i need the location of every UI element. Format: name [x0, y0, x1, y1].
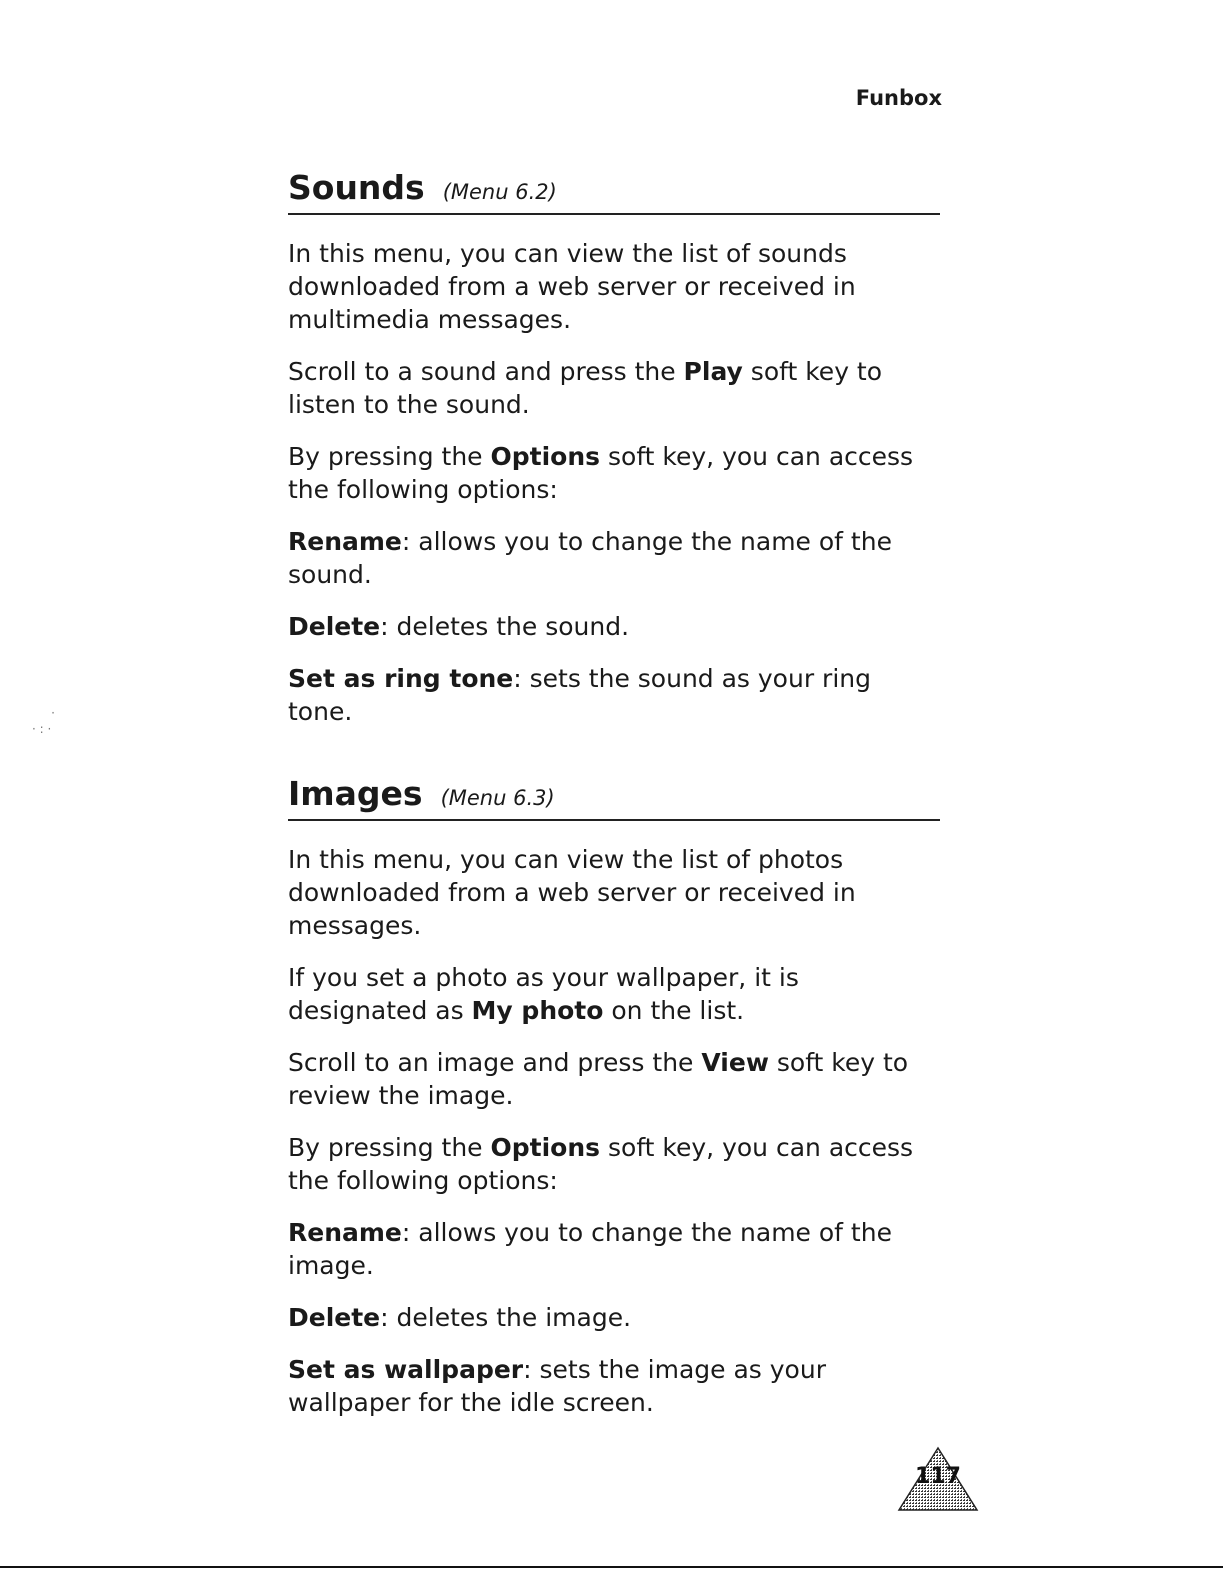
paragraph-text: on the list.	[603, 996, 745, 1025]
paragraph	[288, 1131, 940, 1197]
menu-reference: (Menu 6.3)	[440, 786, 555, 810]
option-item	[288, 525, 940, 591]
page-bottom-rule	[0, 1566, 1223, 1568]
option-name: Rename	[288, 1218, 402, 1247]
paragraph-text: By pressing the	[288, 1133, 491, 1162]
paragraph-text: soft key to listen to the sound.	[288, 357, 883, 419]
option-name: Set as ring tone	[288, 664, 514, 693]
section-title: Images	[288, 774, 423, 813]
section-heading	[288, 168, 940, 215]
section-sounds	[288, 168, 940, 747]
paragraph	[288, 237, 940, 336]
softkey-name: View	[701, 1048, 769, 1077]
option-item	[288, 1301, 940, 1334]
option-name: Delete	[288, 1303, 381, 1332]
softkey-name: Options	[490, 1133, 601, 1162]
paragraph	[288, 961, 940, 1027]
paragraph	[288, 1046, 940, 1112]
paragraph-text: Scroll to an image and press the	[288, 1048, 702, 1077]
section-heading	[288, 774, 940, 821]
menu-reference: (Menu 6.2)	[442, 180, 557, 204]
option-name: Set as wallpaper	[288, 1355, 524, 1384]
paragraph-text: Scroll to a sound and press the	[288, 357, 684, 386]
softkey-name: Play	[683, 357, 743, 386]
option-description: : sets the sound as your ring tone.	[288, 664, 871, 726]
paragraph-text: If you set a photo as your wallpaper, it is designated as	[288, 963, 799, 1025]
list-item-name: My photo	[471, 996, 604, 1025]
paragraph-text: By pressing the	[288, 442, 491, 471]
paragraph-text: In this menu, you can view the list of photos downloaded from a web server or received in messages.	[288, 845, 856, 940]
paragraph-text: soft key, you can access the following options:	[288, 442, 914, 504]
paragraph-text: soft key to review the image.	[288, 1048, 909, 1110]
option-item	[288, 1216, 940, 1282]
option-item	[288, 610, 940, 643]
page-number-badge	[897, 1446, 979, 1512]
option-description: : allows you to change the name of the image.	[288, 1218, 892, 1280]
page-number: 117	[915, 1464, 961, 1489]
paragraph	[288, 440, 940, 506]
running-header: Funbox	[855, 86, 942, 110]
section-title: Sounds	[288, 168, 425, 207]
softkey-name: Options	[490, 442, 601, 471]
option-item	[288, 662, 940, 728]
paragraph-text: soft key, you can access the following options:	[288, 1133, 914, 1195]
option-name: Rename	[288, 527, 402, 556]
paragraph	[288, 843, 940, 942]
option-description: : allows you to change the name of the sound.	[288, 527, 892, 589]
scan-speckle: · · : ·	[32, 706, 55, 736]
paragraph-text: In this menu, you can view the list of sounds downloaded from a web server or received in multimedia messages.	[288, 239, 856, 334]
option-description: : deletes the image.	[380, 1303, 632, 1332]
section-images	[288, 774, 940, 1438]
option-description: : sets the image as your wallpaper for the idle screen.	[288, 1355, 826, 1417]
option-item	[288, 1353, 940, 1419]
paragraph	[288, 355, 940, 421]
option-name: Delete	[288, 612, 381, 641]
option-description: : deletes the sound.	[380, 612, 630, 641]
